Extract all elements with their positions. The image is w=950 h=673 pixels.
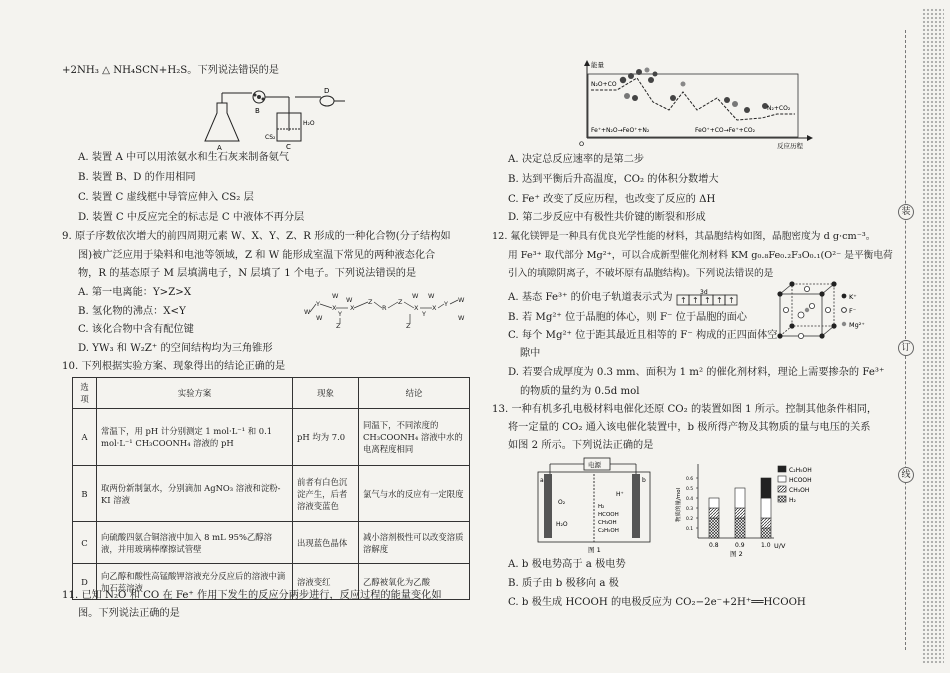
svg-text:↑: ↑ — [727, 296, 735, 305]
q8-option-d: D. 装置 C 中反应完全的标志是 C 中液体不再分层 — [78, 212, 305, 223]
table-cell: D — [73, 564, 97, 600]
q12-stem-line3: 引入的填隙阴离子，不破坏原有晶胞结构)。下列说法错误的是 — [508, 268, 774, 279]
q12-option-a-text: A. 基态 Fe³⁺ 的价电子轨道表示式为 — [508, 292, 673, 303]
table-cell: 同温下，不同浓度的 CH₃COONH₄ 溶液中水的电离程度相同 — [359, 409, 470, 466]
bar-segment — [761, 478, 771, 498]
table-cell: A — [73, 409, 97, 466]
svg-text:W: W — [428, 292, 435, 300]
bar-segment — [761, 518, 771, 528]
fig2-caption: 图 2 — [730, 550, 743, 558]
table-header: 选项 — [73, 378, 97, 409]
svg-text:↑: ↑ — [703, 296, 711, 305]
q11-option-c: C. Fe⁺ 改变了反应历程，也改变了反应的 ΔH — [508, 194, 716, 205]
table-header: 实验方案 — [97, 378, 293, 409]
electrode-b-label: b — [642, 477, 646, 484]
q8-tail: +2NH₃ △ NH₄SCN+H₂S。下列说法错误的是 — [62, 65, 279, 76]
q11-stem-line2: 图。下列说法正确的是 — [78, 608, 180, 619]
power-label: 电源 — [588, 461, 601, 469]
label-step1: Fe⁺+N₂O→FeO⁺+N₂ — [591, 127, 650, 134]
c2h5oh-label: C₂H₅OH — [598, 528, 619, 534]
table-cell: B — [73, 466, 97, 522]
y-tick-label: 0.4 — [686, 497, 694, 502]
table-cell: 氯气与水的反应有一定限度 — [359, 466, 470, 522]
svg-text:Y: Y — [338, 310, 342, 318]
svg-text:Z: Z — [398, 298, 403, 306]
q12-option-d: D. 若要合成厚度为 0.3 mm、面积为 1 m² 的催化剂材料，理论上需要掺杂的 Fe³⁺ — [508, 367, 885, 378]
fig-label-a: A — [217, 144, 222, 151]
label-n2-co2: N₂+CO₂ — [767, 105, 791, 112]
table-cell: 乙醇被氧化为乙酸 — [359, 564, 470, 600]
y-tick-label: 0.3 — [686, 507, 694, 512]
svg-text:W: W — [332, 292, 339, 300]
q8-option-b: B. 装置 B、D 的作用相同 — [78, 172, 196, 183]
q13-option-b: B. 质子由 b 极移向 a 极 — [508, 578, 619, 589]
bar-segment — [761, 498, 771, 518]
svg-text:X: X — [432, 304, 437, 312]
q13-fig2-chart — [674, 458, 844, 558]
q10-table — [72, 377, 470, 600]
q11-option-a: A. 决定总反应速率的是第二步 — [508, 154, 645, 165]
fig-label-c: C — [286, 143, 291, 151]
legend-swatch — [778, 476, 786, 482]
q12-option-c: C. 每个 Mg²⁺ 位于距其最近且相等的 F⁻ 构成的正四面体空 — [508, 330, 778, 341]
history-axis-label: 反应历程 — [777, 142, 803, 150]
svg-text:Y: Y — [422, 310, 426, 318]
origin-label: O — [579, 140, 585, 148]
svg-text:↑: ↑ — [679, 296, 687, 305]
binding-margin — [880, 0, 950, 673]
q13-stem-line2: 将一定量的 CO₂ 通入该电催化装置中，b 极所得产物及其物质的量与电压的关系 — [508, 422, 871, 433]
table-cell: 向乙醇和酸性高锰酸钾溶液充分反应后的溶液中滴加石蕊溶液 — [97, 564, 293, 600]
bar-segment — [761, 528, 771, 538]
seal-ding: 订 — [898, 340, 914, 356]
svg-text:W: W — [458, 314, 465, 322]
fig-label-cs2: CS₂ — [265, 134, 276, 141]
proton-label: H⁺ — [616, 491, 624, 498]
q12-option-b: B. 若 Mg²⁺ 位于晶胞的体心，则 F⁻ 位于晶胞的面心 — [508, 312, 747, 323]
o2-label: O₂ — [558, 499, 566, 506]
svg-text:Z: Z — [336, 322, 341, 330]
q9-stem-line2: 图)被广泛应用于染料和电池等领域，Z 和 W 能形成室温下常见的两种液态化合 — [78, 250, 436, 261]
fig-label-h2o: H₂O — [303, 120, 315, 127]
margin-dot-pattern — [922, 8, 944, 663]
q11-option-b: B. 达到平衡后升高温度，CO₂ 的体积分数增大 — [508, 174, 719, 185]
table-cell: 向硫酸四氨合铜溶液中加入 8 mL 95%乙醇溶液，并用玻璃棒摩擦试管壁 — [97, 522, 293, 564]
y-tick-label: 0.6 — [686, 477, 694, 482]
q13-stem-line1: 13. 一种有机多孔电极材料电催化还原 CO₂ 的装置如图 1 所示。控制其他条件相同， — [492, 404, 878, 415]
svg-text:Y: Y — [444, 300, 448, 308]
q10-stem: 10. 下列根据实验方案、现象得出的结论正确的是 — [62, 361, 286, 372]
svg-text:W: W — [316, 314, 323, 322]
q11-stem-line1: 11. 已知 N₂O 和 CO 在 Fe⁺ 作用下发生的反应分两步进行，反应过程的能量变化如 — [62, 590, 442, 601]
legend-label: H₂ — [789, 497, 796, 504]
table-row — [73, 466, 470, 522]
q9-molecule-figure — [302, 284, 472, 334]
bar-segment — [709, 498, 719, 508]
table-header: 结论 — [359, 378, 470, 409]
q11-option-d: D. 第二步反应中有极性共价键的断裂和形成 — [508, 212, 706, 223]
q9-stem-line1: 9. 原子序数依次增大的前四周期元素 W、X、Y、Z、R 形成的一种化合物(分子结构如 — [62, 231, 451, 242]
q12-stem-line2: 用 Fe³⁺ 取代部分 Mg²⁺，可以合成新型催化剂材料 KM g₀.₈Fe₀.₂F₃O₀.₁(O²⁻ 是平衡电荷 — [508, 250, 893, 261]
fig2-ylabel: 物质的量/mol — [676, 487, 682, 522]
hcooh-label: HCOOH — [598, 512, 619, 518]
energy-axis-label: 能量 — [591, 61, 604, 69]
svg-text:R: R — [382, 304, 387, 312]
fig2-xlabel: U/V — [774, 542, 786, 550]
table-cell: pH 均为 7.0 — [293, 409, 359, 466]
svg-text:W: W — [304, 308, 311, 316]
table-header: 现象 — [293, 378, 359, 409]
q8-apparatus-figure — [197, 83, 347, 151]
bar-segment — [735, 488, 745, 508]
electrode-a-label: a — [540, 477, 544, 484]
table-cell: 溶液变红 — [293, 564, 359, 600]
q8-option-a: A. 装置 A 中可以用浓氨水和生石灰来制备氨气 — [78, 152, 290, 163]
fig-label-b: B — [255, 107, 260, 115]
table-cell: 取两份新制氯水，分别滴加 AgNO₃ 溶液和淀粉-KI 溶液 — [97, 466, 293, 522]
legend-f: F⁻ — [849, 307, 857, 315]
h2o-label: H₂O — [556, 521, 568, 528]
q13-fig1-cell — [534, 456, 654, 556]
q12-option-d-cont: 的物质的量约为 0.5d mol — [520, 386, 640, 397]
bar-segment — [709, 508, 719, 518]
q9-option-b: B. 氢化物的沸点：X<Y — [78, 306, 186, 317]
svg-text:↑: ↑ — [715, 296, 723, 305]
bar-segment — [709, 518, 719, 538]
y-tick-label: 0.1 — [686, 527, 694, 532]
seal-zhuang: 装 — [898, 204, 914, 220]
table-cell: C — [73, 522, 97, 564]
y-tick-label: 0.2 — [686, 517, 694, 522]
bar-segment — [735, 508, 745, 518]
legend-swatch — [778, 466, 786, 472]
ch3oh-label: CH₃OH — [598, 520, 617, 526]
bar-segment — [735, 518, 745, 538]
q13-stem-line3: 如图 2 所示。下列说法正确的是 — [508, 440, 654, 451]
q12-crystal-cell-figure — [774, 278, 874, 344]
svg-text:Z: Z — [368, 298, 373, 306]
fig1-caption: 图 1 — [588, 546, 601, 554]
svg-text:W: W — [346, 296, 353, 304]
q12-stem-line1: 12. 氟化镁钾是一种具有优良光学性能的材料，其晶胞结构如图，晶胞密度为 d g·cm⁻³。 — [492, 231, 876, 242]
legend-swatch — [778, 496, 786, 502]
table-cell: 出现蓝色晶体 — [293, 522, 359, 564]
table-cell: 前者有白色沉淀产生，后者溶液变蓝色 — [293, 466, 359, 522]
x-tick-label: 0.9 — [735, 542, 745, 549]
legend-swatch — [778, 486, 786, 492]
q8-option-c: C. 装置 C 虚线框中导管应伸入 CS₂ 层 — [78, 192, 254, 203]
q13-option-a: A. b 极电势高于 a 极电势 — [508, 559, 626, 570]
orbital-label: 3d — [699, 289, 708, 296]
legend-label: C₂H₅OH — [789, 467, 812, 474]
svg-text:X: X — [350, 304, 355, 312]
seal-xian: 线 — [898, 467, 914, 483]
table-row — [73, 522, 470, 564]
legend-label: CH₃OH — [789, 487, 810, 494]
fig-label-d: D — [324, 87, 330, 95]
q9-option-a: A. 第一电离能：Y>Z>X — [78, 287, 192, 298]
svg-text:↑: ↑ — [691, 296, 699, 305]
q13-option-c: C. b 极生成 HCOOH 的电极反应为 CO₂−2e⁻+2H⁺══HCOOH — [508, 597, 806, 608]
q9-option-d: D. YW₃ 和 W₂Z⁺ 的空间结构均为三角锥形 — [78, 343, 273, 354]
q12-option-a — [492, 288, 738, 306]
legend-k: K⁺ — [849, 293, 857, 301]
q9-stem-line3: 物，R 的基态原子 M 层填满电子，N 层填了 1 个电子。下列说法错误的是 — [78, 268, 417, 279]
label-n2o-co: N₂O+CO — [591, 81, 617, 88]
q11-energy-figure — [577, 58, 817, 152]
label-step2: FeO⁺+CO→Fe⁺+CO₂ — [695, 127, 755, 134]
svg-text:X: X — [332, 304, 337, 312]
table-header-row — [73, 378, 470, 409]
svg-text:W: W — [412, 292, 419, 300]
svg-text:Z: Z — [406, 322, 411, 330]
y-tick-label: 0.5 — [686, 487, 694, 492]
svg-text:Y: Y — [316, 300, 320, 308]
legend-mg: Mg²⁺ — [849, 321, 865, 329]
svg-text:X: X — [414, 304, 419, 312]
x-tick-label: 1.0 — [761, 542, 771, 549]
x-tick-label: 0.8 — [709, 542, 719, 549]
legend-label: HCOOH — [789, 477, 812, 484]
h2-label: H₂ — [598, 504, 605, 510]
table-cell: 常温下，用 pH 计分别测定 1 mol·L⁻¹ 和 0.1 mol·L⁻¹ CH₃COONH₄ 溶液的 pH — [97, 409, 293, 466]
table-cell: 减小溶剂极性可以改变溶质溶解度 — [359, 522, 470, 564]
table-row — [73, 409, 470, 466]
q9-option-c: C. 该化合物中含有配位键 — [78, 324, 194, 335]
orbital-diagram — [676, 288, 738, 306]
svg-text:W: W — [458, 296, 465, 304]
q12-option-c-cont: 隙中 — [520, 348, 541, 359]
